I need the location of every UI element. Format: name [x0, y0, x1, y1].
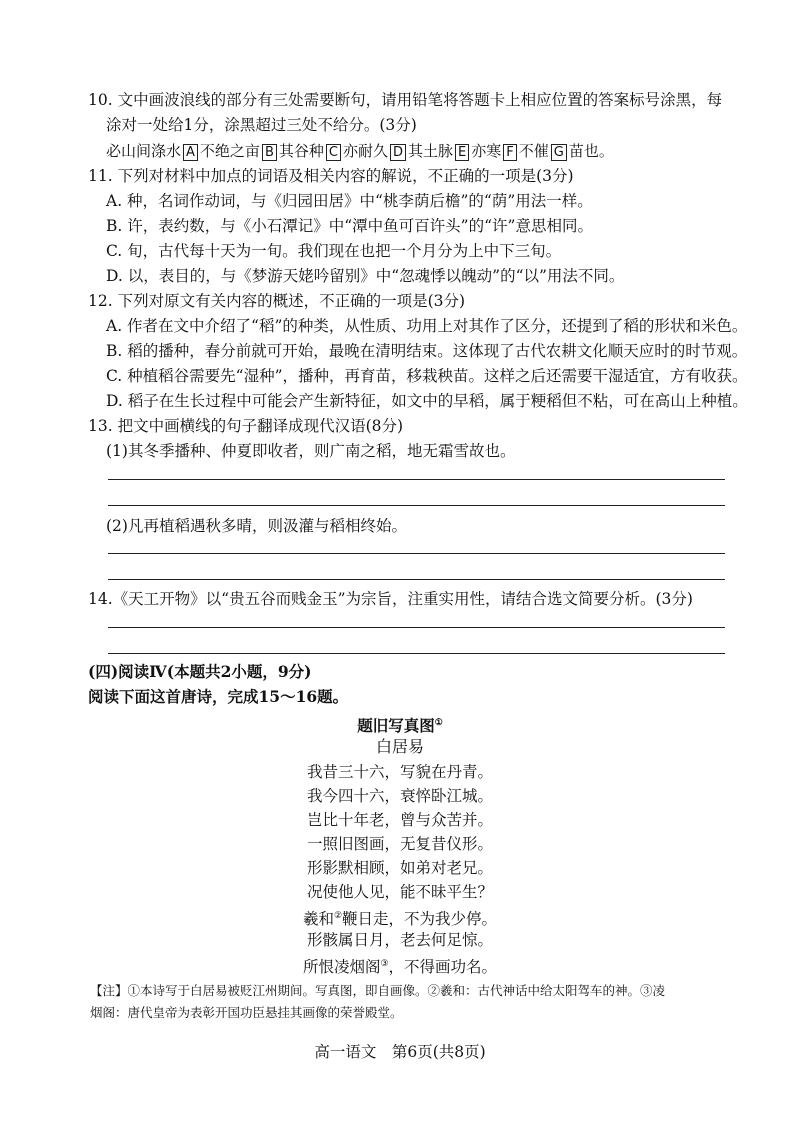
- poem-line: 岂比十年老，曾与众苦并。: [306, 811, 493, 829]
- q10-mark-e[interactable]: E: [455, 144, 469, 161]
- q11-option-a[interactable]: A. 种，名词作动词，与《归园田居》中“桃李荫后檐”的“荫”用法一样。: [106, 192, 593, 210]
- poem-title-text: 题旧写真图: [357, 716, 435, 736]
- q11-option-b[interactable]: B. 许，表约数，与《小石潭记》中“潭中鱼可百许头”的“许”意思相同。: [106, 217, 593, 235]
- answer-line[interactable]: [108, 579, 725, 580]
- q10-seg: 苗也。: [568, 142, 614, 160]
- poem-line-part: 鞭日走，不为我少停。: [342, 910, 498, 929]
- q10-seg: 不催: [518, 142, 549, 160]
- q10-mark-b[interactable]: B: [262, 144, 277, 161]
- page-footer: 高一语文 第6页(共8页): [314, 1043, 486, 1061]
- poem-line: 一照旧图画，无复昔仪形。: [306, 835, 493, 853]
- q12-option-d[interactable]: D. 稻子在生长过程中可能会产生新特征，如文中的早稻，属于粳稻但不粘，可在高山上种植。: [106, 392, 748, 410]
- q10-seg: 亦寒: [471, 142, 502, 160]
- answer-line[interactable]: [108, 627, 725, 628]
- footnote-ref: ①: [434, 718, 443, 728]
- section-header: (四)阅读Ⅳ(本题共2小题，9分): [88, 662, 312, 681]
- footnote-ref: ③: [380, 959, 389, 969]
- poem-line-part: 所恨凌烟阁: [302, 958, 381, 977]
- q12-stem: 12. 下列对原文有关内容的概述，不正确的一项是(3分): [88, 292, 466, 310]
- poem-note-line: 烟阁：唐代皇帝为表彰开国功臣悬挂其画像的荣誉殿堂。: [90, 1005, 403, 1020]
- section-instruction: 阅读下面这首唐诗，完成15～16题。: [88, 687, 349, 706]
- poem-line: 况使他人见，能不昧平生？: [306, 883, 493, 901]
- answer-line[interactable]: [108, 479, 725, 480]
- q10-stem-cont: 涂对一处给1分，涂黑超过三处不给分。(3分): [106, 116, 417, 134]
- poem-line: 我今四十六，衰悴卧江城。: [306, 787, 493, 805]
- poem-line: [0, 954, 800, 977]
- q14-stem: 14.《天工开物》以“贵五谷而贱金玉”为宗旨，注重实用性，请结合选文简要分析。(3分): [88, 590, 693, 608]
- poem-author: 白居易: [375, 737, 424, 756]
- q12-option-b[interactable]: B. 稻的播种，春分前就可开始，最晚在清明结束。这体现了古代农耕文化顺天应时的时节观。: [106, 342, 748, 360]
- q10-seg: 不绝之亩: [199, 142, 260, 160]
- poem-line: 形影默相顾，如弟对老兄。: [306, 859, 493, 877]
- q11-option-c[interactable]: C. 旬，古代每十天为一旬。我们现在也把一个月分为上中下三旬。: [106, 242, 562, 260]
- poem-line: 我昔三十六，写貌在丹青。: [306, 763, 493, 781]
- q10-stem: 10. 文中画波浪线的部分有三处需要断句，请用铅笔将答题卡上相应位置的答案标号涂黑，每: [88, 91, 723, 109]
- q10-mark-g[interactable]: G: [551, 144, 567, 161]
- q10-seg: 其土脉: [407, 142, 453, 160]
- q13-sentence-1: (1)其冬季播种、仲夏即收者，则广南之稻，地无霜雪故也。: [106, 442, 516, 460]
- poem-line-part: 羲和: [302, 910, 334, 929]
- q12-option-c[interactable]: C. 种植稻谷需要先“湿种”，播种，再育苗，移栽秧苗。这样之后还需要干湿适宜，方有收获。: [106, 367, 748, 385]
- answer-line[interactable]: [108, 505, 725, 506]
- poem-line-part: ，不得画功名。: [388, 958, 498, 977]
- poem-note-line: 【注】①本诗写于白居易被贬江州期间。写真图，即自画像。②羲和：古代神话中给太阳驾车的神。③凌: [90, 983, 666, 998]
- q10-passage: [106, 141, 614, 161]
- q10-seg: 必山间涤水: [106, 142, 182, 160]
- poem-line: 形骸属日月，老去何足惊。: [306, 931, 493, 949]
- q10-mark-a[interactable]: A: [183, 144, 198, 161]
- q10-seg: 其谷种: [278, 142, 324, 160]
- q10-seg: 亦耐久: [342, 142, 388, 160]
- q11-stem: 11. 下列对材料中加点的词语及相关内容的解说，不正确的一项是(3分): [88, 167, 574, 185]
- answer-line[interactable]: [108, 553, 725, 554]
- poem-line: [0, 906, 800, 929]
- poem-title: [0, 713, 800, 736]
- q10-mark-d[interactable]: D: [390, 144, 406, 161]
- q10-mark-f[interactable]: F: [503, 144, 516, 161]
- q10-mark-c[interactable]: C: [326, 144, 341, 161]
- q13-sentence-2: (2)凡再植稻遇秋多晴，则汲灌与稻相终始。: [106, 517, 407, 535]
- q13-stem: 13. 把文中画横线的句子翻译成现代汉语(8分): [88, 417, 404, 435]
- footnote-ref: ②: [333, 911, 343, 921]
- answer-line[interactable]: [108, 653, 725, 654]
- q11-option-d[interactable]: D. 以，表目的，与《梦游天姥吟留别》中“忽魂悸以魄动”的“以”用法不同。: [106, 267, 625, 285]
- q12-option-a[interactable]: A. 作者在文中介绍了“稻”的种类，从性质、功用上对其作了区分，还提到了稻的形状和米色。: [106, 317, 748, 335]
